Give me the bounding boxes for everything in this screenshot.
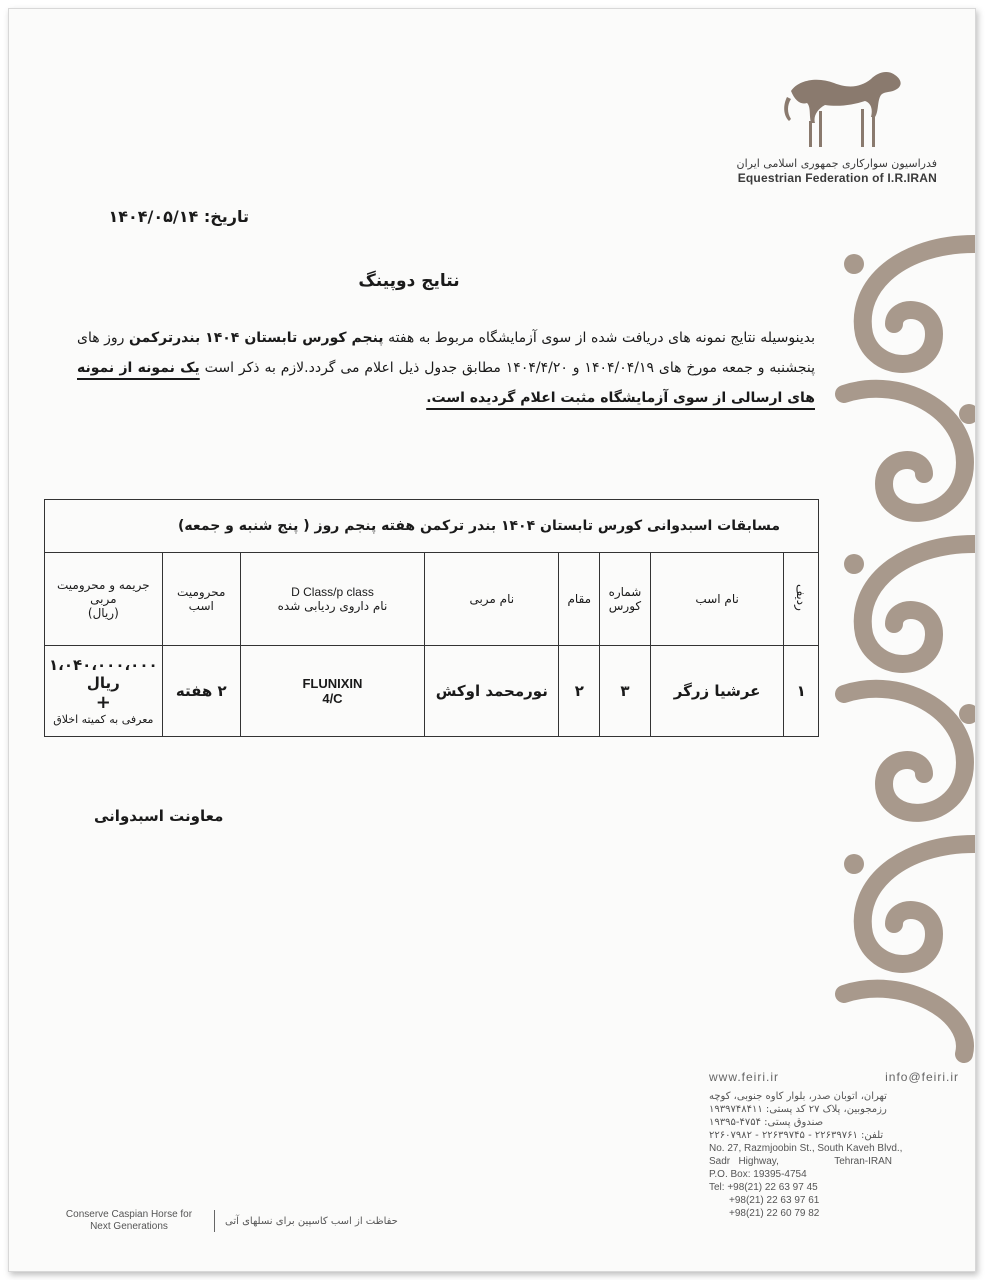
- cell-rank: ۲: [559, 646, 600, 737]
- cell-ban: ۲ هفته: [162, 646, 240, 737]
- tel-3: +98(21) 22 60 79 82: [729, 1208, 820, 1219]
- address-en-1: No. 27, Razmjoobin St., South Kaveh Blvd.,: [709, 1143, 903, 1154]
- cell-row-number: ۱: [784, 646, 819, 737]
- contact-block: [709, 1071, 959, 1220]
- cell-penalty: [45, 646, 163, 737]
- body-part-1: بدینوسیله نتایج نمونه های دریافت شده از سوی آزمایشگاه مربوط به هفته: [383, 330, 815, 346]
- date-label: تاریخ:: [203, 207, 249, 226]
- date-value: ۱۴۰۴/۰۵/۱۴: [108, 207, 199, 226]
- tel-2: +98(21) 22 63 97 61: [729, 1195, 820, 1206]
- header-row-number: ردیف: [784, 553, 819, 646]
- header-drug-line-2: نام داروی ردیابی شده: [277, 599, 388, 613]
- cell-drug-name: FLUNIXIN: [302, 676, 363, 691]
- org-name-fa: فدراسیون سوارکاری جمهوری اسلامی ایران: [736, 157, 937, 170]
- phone-fa: تلفن: ۲۲۶۳۹۷۶۱ - ۲۲۶۳۹۷۴۵ - ۲۲۶۰۷۹۸۲: [709, 1130, 884, 1141]
- cell-race-no: ۳: [600, 646, 651, 737]
- cell-horse: عرشیا زرگر: [650, 646, 784, 737]
- table-header-row: [45, 553, 819, 646]
- slogan-en-2: Next Generations: [90, 1221, 168, 1232]
- decorative-ornament-icon: [824, 224, 976, 1074]
- cell-penalty-plus: +: [95, 692, 111, 713]
- table-row: [45, 646, 819, 737]
- header-penalty-line-2: (ریال): [87, 606, 119, 620]
- header-race-no: شماره کورس: [600, 553, 651, 646]
- address-en-2: Sadr Highway, Tehran-IRAN: [709, 1156, 893, 1167]
- doping-results-table: [44, 499, 819, 737]
- slogan-divider: [214, 1210, 215, 1232]
- tel-1: Tel: +98(21) 22 63 97 45: [709, 1182, 818, 1193]
- body-part-4: یک نمونه از نمونه های ارسالی از سوی آزمایشگاه مثبت اعلام گردیده است.: [77, 360, 815, 406]
- website-link[interactable]: www.feiri.ir: [709, 1070, 780, 1084]
- footer-slogan: [54, 1209, 434, 1233]
- header-penalty: [45, 553, 163, 646]
- table-caption: مسابقات اسبدوانی کورس تابستان ۱۴۰۴ بندر ترکمن هفته پنجم روز ( پنج شنبه و جمعه): [45, 500, 819, 553]
- pobox-en: P.O. Box: 19395-4754: [709, 1169, 807, 1180]
- horse-logo-icon: [779, 61, 909, 153]
- address-fa-1: تهران، اتوبان صدر، بلوار کاوه جنوبی، کوچه: [709, 1091, 887, 1102]
- header-ban: محرومیت اسب: [162, 553, 240, 646]
- letter-date: [89, 207, 249, 226]
- cell-trainer: نورمحمد اوکش: [425, 646, 559, 737]
- document-title: نتایج دوپینگ: [358, 271, 460, 291]
- signature: معاونت اسبدوانی: [94, 807, 224, 825]
- cell-penalty-amount: ۱،۰۴۰،۰۰۰،۰۰۰ ریال: [49, 656, 158, 692]
- pobox-fa: صندوق پستی: ۴۷۵۴-۱۹۳۹۵: [709, 1117, 824, 1128]
- slogan-en: [54, 1209, 204, 1233]
- letterhead: [637, 61, 937, 185]
- cell-drug-class: 4/C: [322, 691, 343, 706]
- org-name-en: Equestrian Federation of I.R.IRAN: [737, 171, 937, 185]
- cell-penalty-referral: معرفی به کمیته اخلاق: [53, 713, 154, 726]
- header-drug: [240, 553, 424, 646]
- address-fa-2: رزمجوبین، پلاک ۲۷ کد پستی: ۱۹۳۹۷۴۸۴۱۱: [709, 1104, 887, 1115]
- body-part-2: پنجم کورس تابستان ۱۴۰۴ بندرترکمن: [128, 330, 384, 346]
- slogan-en-1: Conserve Caspian Horse for: [65, 1209, 193, 1220]
- header-trainer: نام مربی: [425, 553, 559, 646]
- slogan-fa: حفاظت از اسب کاسپین برای نسلهای آتی: [225, 1215, 398, 1227]
- header-rank: مقام: [559, 553, 600, 646]
- email-link[interactable]: info@feiri.ir: [885, 1070, 959, 1084]
- document-page: [8, 8, 976, 1272]
- cell-drug: [240, 646, 424, 737]
- body-paragraph: [77, 323, 815, 413]
- header-penalty-line-1: جریمه و محرومیت مربی: [57, 578, 150, 606]
- header-drug-line-1: D Class/p class: [291, 585, 374, 599]
- body-part-3: روز های پنجشنبه و جمعه مورخ های ۱۴۰۴/۰۴/۱۹ و ۱۴۰۴/۴/۲۰ مطابق جدول ذیل اعلام می گردد.لازم به ذکر است: [77, 330, 816, 376]
- header-horse: نام اسب: [650, 553, 784, 646]
